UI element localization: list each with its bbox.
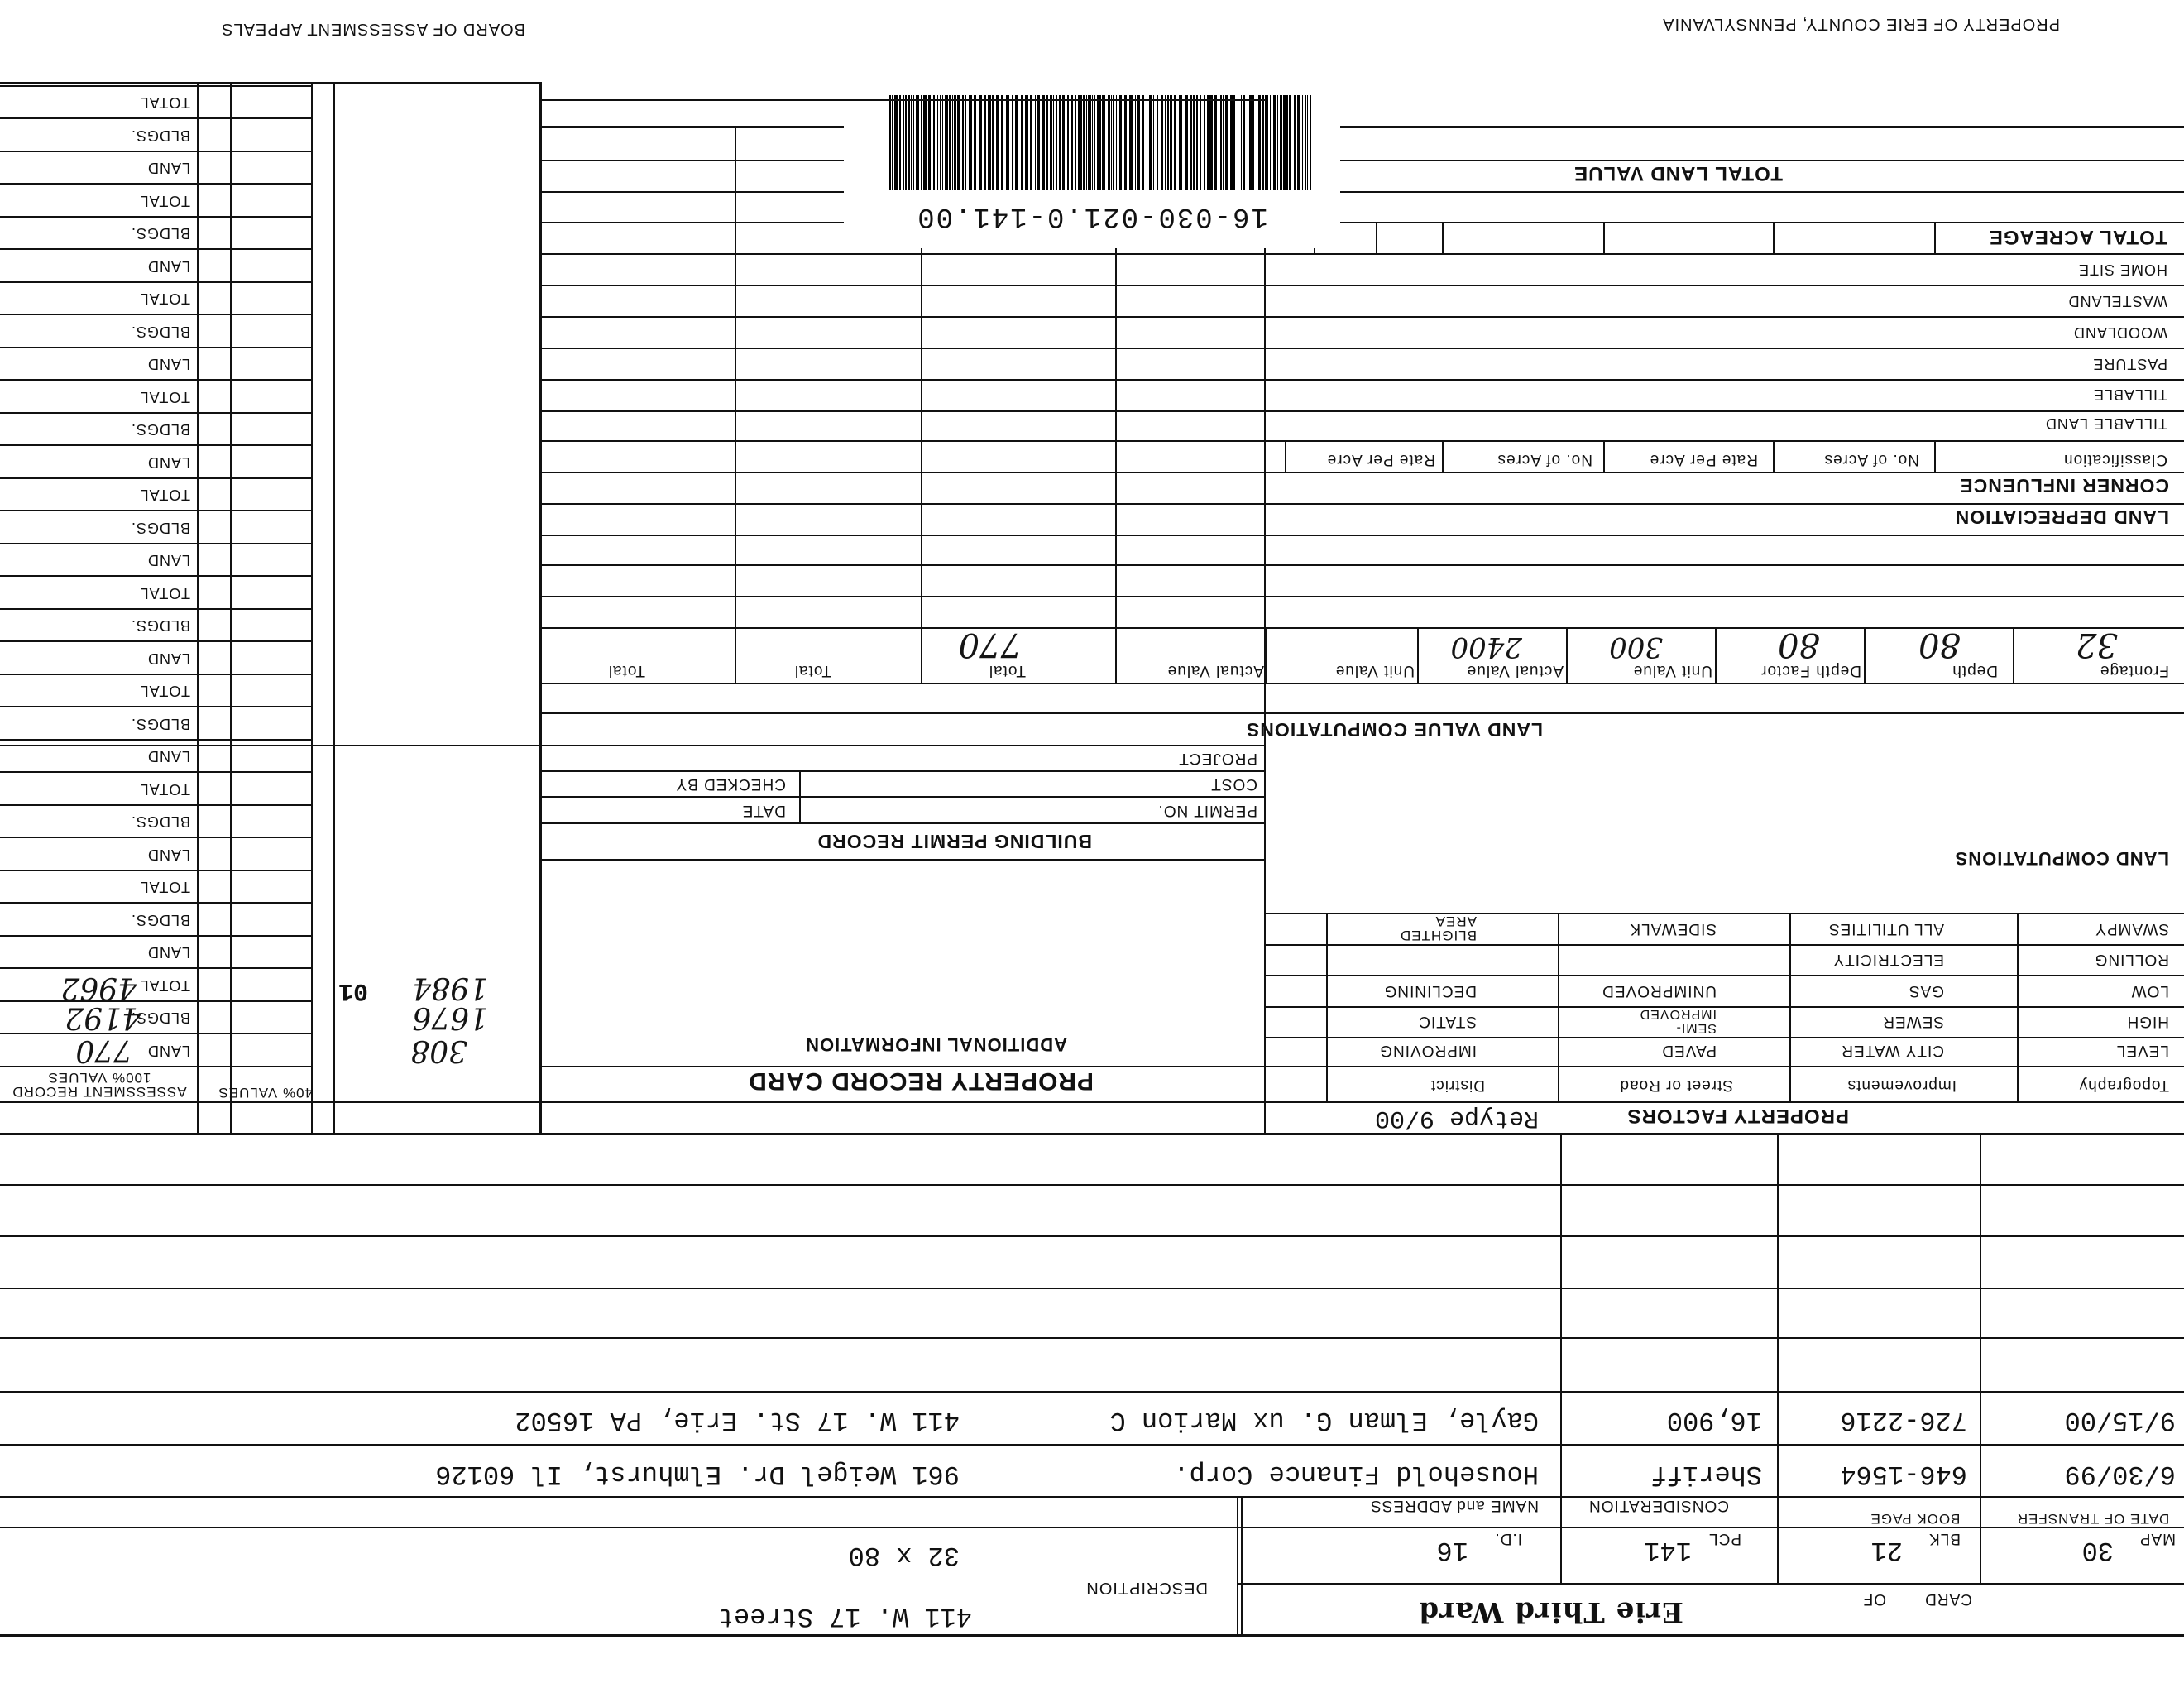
values-row-label: TOTAL: [139, 977, 190, 994]
land-depreciation-label: LAND DEPRECIATION: [1954, 506, 2169, 528]
barcode-bar: [894, 95, 898, 190]
barcode-bar: [1067, 95, 1069, 190]
barcode-bar: [1310, 95, 1311, 190]
barcode-bar: [988, 95, 991, 190]
barcode-bar: [1092, 95, 1093, 190]
permit-date-label: DATE: [741, 802, 786, 819]
values-row-label: BLDGS.: [130, 716, 190, 732]
th-date-of-transfer: DATE OF TRANSFER: [2016, 1511, 2170, 1527]
barcode-bar: [1030, 95, 1032, 190]
barcode-bars: [881, 95, 1311, 190]
barcode-bar: [1262, 95, 1264, 190]
barcode-bar: [1021, 95, 1023, 190]
class-pasture: PASTURE: [2092, 356, 2167, 372]
col-district: District: [1430, 1077, 1485, 1094]
values-row-label: BLDGS.: [130, 617, 190, 635]
acreage-col-no-acres: No. of Acres: [1823, 451, 1919, 468]
barcode-bar: [908, 95, 910, 190]
barcode-bar: [1200, 95, 1201, 190]
building-permit-title: BUILDING PERMIT RECORD: [817, 831, 1092, 852]
hw-total: 770: [958, 626, 1022, 664]
values-row-label: TOTAL: [139, 193, 190, 209]
barcode-bar: [889, 95, 891, 190]
values-row-label: LAND: [146, 552, 190, 569]
barcode-bar: [1142, 95, 1144, 190]
impr-all-utilities: ALL UTILITIES: [1827, 920, 1944, 938]
barcode-bar: [1243, 95, 1245, 190]
district-blighted-area: BLIGHTED AREA: [1399, 914, 1477, 943]
total-acreage-label: TOTAL ACREAGE: [1988, 226, 2167, 248]
barcode-bar: [1167, 95, 1169, 190]
barcode-bar: [1135, 95, 1136, 190]
barcode-bar: [1258, 95, 1261, 190]
values-row-label: LAND: [146, 356, 190, 373]
barcode-bar: [1001, 95, 1003, 190]
barcode-bar: [913, 95, 914, 190]
values-row-label: LAND: [146, 748, 190, 765]
barcode-bar: [1012, 95, 1013, 190]
permit-no-label: PERMIT NO.: [1157, 802, 1257, 819]
topo-level: LEVEL: [2115, 1042, 2169, 1059]
values-row-label: TOTAL: [139, 487, 190, 504]
hw-100-total: 4962: [60, 971, 136, 1005]
transfer-book-page: 726-2216: [1840, 1405, 1967, 1436]
barcode-bar: [969, 95, 972, 190]
barcode-bar: [1179, 95, 1182, 190]
street-sidewalk: SIDEWALK: [1629, 920, 1717, 938]
lv-col-depth: Depth: [1952, 662, 1998, 679]
barcode-bar: [1037, 95, 1040, 190]
barcode-bar: [1283, 95, 1286, 190]
lv-col-depth-factor: Depth Factor: [1760, 662, 1861, 679]
barcode-bar: [1083, 95, 1085, 190]
barcode-bar: [1286, 95, 1288, 190]
values-row-label: LAND: [146, 160, 190, 177]
barcode-bar: [945, 95, 948, 190]
values-year: 01: [338, 976, 368, 1005]
barcode-bar: [1241, 95, 1242, 190]
street-paved: PAVED: [1661, 1042, 1717, 1059]
transfer-book-page: 646-1564: [1840, 1459, 1967, 1489]
street-semi-improved: SEMI-IMPROVED: [1639, 1007, 1717, 1035]
topo-rolling: ROLLING: [2094, 951, 2169, 968]
barcode-bar: [1270, 95, 1271, 190]
barcode-bar: [916, 95, 919, 190]
barcode-bar: [1102, 95, 1105, 190]
values-row-label: TOTAL: [139, 781, 190, 798]
barcode-bar: [1157, 95, 1158, 190]
card-label: CARD: [1924, 1590, 1972, 1608]
lv-col-frontage: Frontage: [2099, 662, 2169, 679]
acreage-col-rate-2: Rate Per Acre: [1326, 451, 1435, 468]
card-of-label: OF: [1862, 1590, 1886, 1608]
col-street-road: Street or Road: [1619, 1077, 1733, 1094]
blk-value: 21: [1870, 1535, 1903, 1566]
barcode-bar: [957, 95, 960, 190]
topo-high: HIGH: [2126, 1013, 2169, 1030]
barcode-bar: [1124, 95, 1127, 190]
id-value: 16: [1436, 1535, 1468, 1566]
barcode-bar: [962, 95, 964, 190]
barcode-bar: [1042, 95, 1045, 190]
barcode-bar: [949, 95, 951, 190]
land-value-computations-title: LAND VALUE COMPUTATIONS: [1245, 719, 1543, 741]
hw-unit-value: 300: [1609, 631, 1663, 664]
description-street: 411 W. 17 Street: [717, 1601, 972, 1632]
barcode-bar: [1174, 95, 1176, 190]
barcode-bar: [1119, 95, 1122, 190]
street-unimproved: UNIMPROVED: [1602, 982, 1717, 1000]
class-home-site: HOME SITE: [2077, 261, 2167, 278]
barcode-bar: [1094, 95, 1095, 190]
barcode-bar: [1223, 95, 1224, 190]
district-static: STATIC: [1418, 1013, 1477, 1030]
class-woodland: WOODLAND: [2072, 324, 2167, 341]
barcode-bar: [937, 95, 938, 190]
barcode-bar: [1233, 95, 1235, 190]
barcode-bar: [1214, 95, 1217, 190]
transfer-date: 6/30/99: [2064, 1459, 2176, 1489]
ward-name: Erie Third Ward: [1418, 1595, 1684, 1628]
land-computations-label: LAND COMPUTATIONS: [1954, 848, 2169, 869]
lv-col-unit-value: Unit Value: [1632, 662, 1712, 679]
barcode-bar: [1149, 95, 1152, 190]
lv-col-actual-value: Actual Value: [1466, 662, 1564, 679]
acreage-col-no-acres-2: No. of Acres: [1497, 451, 1592, 468]
permit-checked-by-label: CHECKED BY: [675, 775, 786, 793]
class-tillable-land: TILLABLE LAND: [2044, 415, 2167, 432]
barcode-bar: [928, 95, 931, 190]
transfer-name: Household Finance Corp.: [1173, 1459, 1539, 1489]
col-topography: Topography: [2078, 1077, 2169, 1094]
values-40-header: 40% VALUES: [218, 1085, 313, 1101]
district-declining: DECLINING: [1383, 982, 1477, 1000]
barcode-bar: [1138, 95, 1140, 190]
values-row-label: BLDGS.: [130, 225, 190, 242]
barcode-bar: [1207, 95, 1209, 190]
barcode-bar: [1071, 95, 1073, 190]
owner-line: PROPERTY OF ERIE COUNTY, PENNSYLVANIA: [1662, 15, 2060, 33]
pcl-value: 141: [1644, 1535, 1692, 1566]
barcode-bar: [1165, 95, 1166, 190]
barcode-bar: [1116, 95, 1117, 190]
values-row-label: BLDGS.: [130, 813, 190, 831]
board-line: BOARD OF ASSESSMENT APPEALS: [221, 20, 525, 38]
values-row-label: BLDGS.: [130, 520, 190, 536]
barcode-bar: [1185, 95, 1188, 190]
barcode-bar: [1086, 95, 1087, 190]
barcode-bar: [1220, 95, 1222, 190]
barcode-bar: [965, 95, 966, 190]
impr-city-water: CITY WATER: [1841, 1042, 1944, 1059]
barcode-bar: [1153, 95, 1154, 190]
hw-100-land: 770: [75, 1033, 132, 1067]
barcode-bar: [905, 95, 907, 190]
barcode-bar: [1294, 95, 1296, 190]
values-row-label: LAND: [146, 258, 190, 275]
transfer-date: 9/15/00: [2064, 1405, 2176, 1436]
barcode-bar: [1297, 95, 1300, 190]
barcode-bar: [1050, 95, 1051, 190]
values-row-label: TOTAL: [139, 585, 190, 602]
values-row-label: LAND: [146, 1043, 190, 1059]
permit-project-label: PROJECT: [1178, 750, 1257, 767]
barcode-bar: [954, 95, 956, 190]
values-row-label: BLDGS.: [130, 127, 190, 144]
barcode-bar: [1080, 95, 1082, 190]
barcode-bar: [1035, 95, 1036, 190]
pcl-label: PCL: [1708, 1530, 1741, 1547]
hw-100-bldgs: 4192: [65, 1000, 141, 1034]
impr-electricity: ELECTRICITY: [1832, 951, 1944, 968]
map-label: MAP: [2138, 1530, 2176, 1547]
barcode-bar: [1161, 95, 1163, 190]
th-consideration: CONSIDERATION: [1588, 1497, 1729, 1514]
barcode-bar: [1129, 95, 1133, 190]
barcode-bar: [1078, 95, 1080, 190]
map-value: 30: [2081, 1535, 2114, 1566]
transfer-address: 961 Weigel Dr. Elmhurst, Il 60126: [435, 1459, 960, 1489]
values-row-label: LAND: [146, 650, 190, 667]
values-row-label: BLDGS.: [130, 912, 190, 928]
barcode-bar: [923, 95, 927, 190]
barcode-bar: [1190, 95, 1192, 190]
hw-40-land: 308: [410, 1033, 467, 1067]
values-row-label: BLDGS.: [130, 1009, 190, 1027]
lv-col-total-3: Total: [607, 662, 645, 679]
barcode-bar: [1307, 95, 1308, 190]
hw-40-bldgs: 1676: [412, 1000, 488, 1034]
barcode-bar: [1108, 95, 1110, 190]
values-row-label: LAND: [146, 846, 190, 863]
additional-information-title: ADDITIONAL INFORMATION: [805, 1034, 1067, 1055]
description-dims: 32 x 80: [848, 1540, 960, 1571]
acreage-col-classification: Classification: [2063, 451, 2167, 468]
barcode-bar: [1277, 95, 1278, 190]
barcode-bar: [1280, 95, 1282, 190]
barcode-bar: [1196, 95, 1198, 190]
barcode-bar: [974, 95, 976, 190]
permit-cost-label: COST: [1210, 775, 1257, 793]
district-improving: IMPROVING: [1379, 1042, 1477, 1059]
barcode-bar: [1088, 95, 1091, 190]
id-label: I.D.: [1494, 1530, 1522, 1547]
retype-note: Retype 9/00: [1374, 1104, 1539, 1132]
transfer-consideration: Sheriff: [1650, 1459, 1762, 1489]
barcode-bar: [1051, 95, 1052, 190]
barcode-bar: [911, 95, 912, 190]
barcode-bar: [899, 95, 901, 190]
barcode-bar: [1249, 95, 1252, 190]
th-book-page: BOOK PAGE: [1870, 1511, 1961, 1527]
values-row-label: TOTAL: [139, 290, 190, 308]
hw-40-total: 1984: [412, 971, 488, 1005]
transfer-address: 411 W. 17 St. Erie, PA 16502: [515, 1405, 960, 1436]
th-name-address: NAME and ADDRESS: [1370, 1497, 1539, 1514]
values-row-label: TOTAL: [139, 683, 190, 700]
barcode-bar: [1053, 95, 1054, 190]
barcode-bar: [942, 95, 943, 190]
barcode-bar: [903, 95, 904, 190]
record-card-title: PROPERTY RECORD CARD: [748, 1067, 1094, 1095]
barcode-bar: [1265, 95, 1268, 190]
barcode-bar: [1305, 95, 1306, 190]
barcode-bar: [1225, 95, 1228, 190]
barcode-bar: [1062, 95, 1065, 190]
values-row-label: TOTAL: [139, 879, 190, 896]
corner-influence-label: CORNER INFLUENCE: [1959, 475, 2169, 496]
barcode-bar: [933, 95, 935, 190]
barcode-bar: [1097, 95, 1099, 190]
barcode-bar: [1170, 95, 1172, 190]
col-improvements: Improvements: [1846, 1077, 1956, 1094]
values-row-label: BLDGS.: [130, 421, 190, 439]
values-row-label: LAND: [146, 454, 190, 471]
values-row-label: BLDGS.: [130, 324, 190, 340]
lv-col-actual-value-2: Actual Value: [1166, 662, 1264, 679]
hw-actual-value: 2400: [1450, 631, 1522, 664]
barcode-bar: [1046, 95, 1048, 190]
barcode-bar: [1193, 95, 1195, 190]
topo-low: LOW: [2130, 982, 2169, 1000]
barcode-bar: [940, 95, 941, 190]
barcode-bar: [921, 95, 922, 190]
transfer-consideration: 16,900: [1666, 1405, 1762, 1436]
barcode-bar: [1273, 95, 1276, 190]
total-land-value-label: TOTAL LAND VALUE: [1573, 162, 1783, 185]
description-label: DESCRIPTION: [1085, 1579, 1208, 1597]
barcode-bar: [892, 95, 893, 190]
barcode-bar: [1075, 95, 1076, 190]
barcode-bar: [984, 95, 986, 190]
barcode-bar: [1113, 95, 1114, 190]
property-factors-title: PROPERTY FACTORS: [1626, 1105, 1849, 1127]
class-tillable: TILLABLE: [2092, 386, 2167, 403]
barcode-bar: [1059, 95, 1061, 190]
barcode-bar: [1302, 95, 1303, 190]
barcode-bar: [1252, 95, 1254, 190]
barcode-number: 16-030-021.0-141.00: [916, 200, 1268, 232]
barcode-bar: [1056, 95, 1057, 190]
barcode-bar: [952, 95, 953, 190]
barcode-bar: [1006, 95, 1009, 190]
hw-depth: 80: [1918, 626, 1961, 664]
barcode-bar: [996, 95, 999, 190]
lv-col-unit-value-2: Unit Value: [1334, 662, 1415, 679]
topo-swampy: SWAMPY: [2095, 920, 2169, 938]
lv-col-total-1: Total: [988, 662, 1026, 679]
acreage-col-rate: Rate Per Acre: [1649, 451, 1758, 468]
barcode-bar: [992, 95, 994, 190]
barcode-bar: [1099, 95, 1101, 190]
blk-label: BLK: [1928, 1530, 1961, 1547]
values-row-label: TOTAL: [139, 94, 190, 112]
lv-col-total-2: Total: [793, 662, 831, 679]
impr-gas: GAS: [1908, 982, 1944, 1000]
barcode-bar: [1111, 95, 1112, 190]
hw-depth-factor: 80: [1778, 626, 1820, 664]
barcode-bar: [979, 95, 982, 190]
impr-sewer: SEWER: [1882, 1013, 1944, 1030]
values-row-label: LAND: [146, 944, 190, 961]
values-row-label: TOTAL: [139, 389, 190, 405]
barcode-bar: [1230, 95, 1233, 190]
class-wasteland: WASTELAND: [2067, 293, 2167, 309]
parcel-barcode: [844, 83, 1340, 248]
hw-frontage: 32: [2076, 626, 2118, 664]
transfer-name: Gayle, Elman G. ux Marion C: [1109, 1405, 1539, 1436]
values-100-header: ASSESSMENT RECORD 100% VALUES: [12, 1070, 187, 1100]
barcode-bar: [1025, 95, 1028, 190]
barcode-bar: [1204, 95, 1205, 190]
barcode-bar: [1289, 95, 1291, 190]
barcode-bar: [1209, 95, 1213, 190]
barcode-bar: [1015, 95, 1018, 190]
